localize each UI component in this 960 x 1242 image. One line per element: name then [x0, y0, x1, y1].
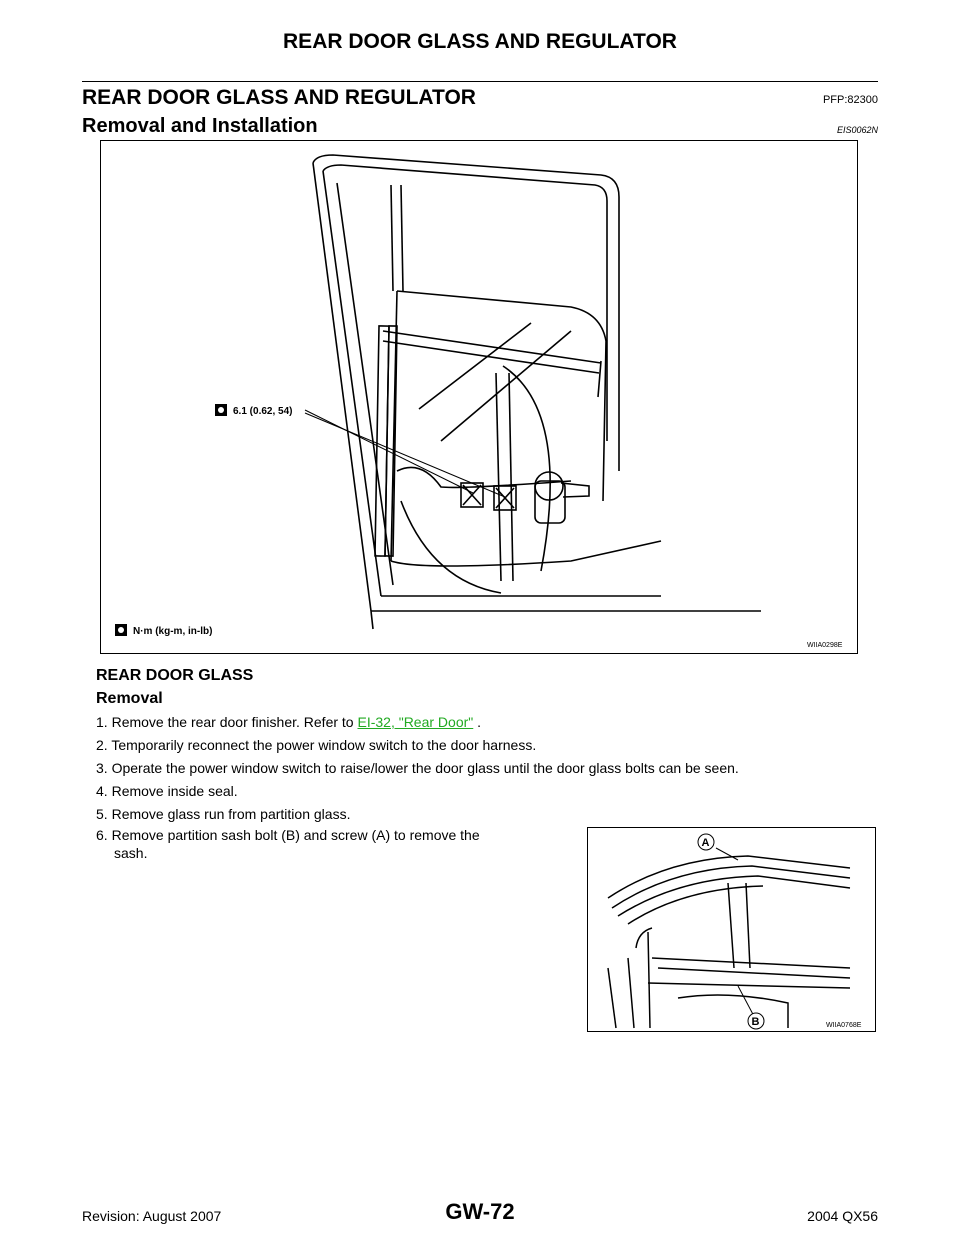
torque-leader-lines [305, 410, 505, 497]
step-2: 2. Temporarily reconnect the power window switch to the door harness. [96, 737, 537, 753]
label-leaders [716, 848, 756, 1020]
rear-door-reference-link[interactable]: EI-32, "Rear Door" [357, 714, 474, 730]
footer-page-number: GW-72 [445, 1199, 515, 1224]
subsection-code: EIS0062N [836, 125, 878, 135]
torque-wrench-icon [215, 404, 227, 416]
running-header: REAR DOOR GLASS AND REGULATOR [283, 30, 677, 53]
partition-sash-figure [587, 827, 876, 1032]
footer-model: 2004 QX56 [807, 1208, 878, 1224]
unit-legend: N·m (kg-m, in-lb) [133, 626, 213, 637]
unit-legend-icon [115, 624, 127, 636]
door-regulator-drawing [101, 141, 856, 652]
callout-b [748, 1013, 764, 1029]
section-title: REAR DOOR GLASS AND REGULATOR [82, 86, 476, 109]
subsection-title: Removal and Installation [82, 115, 318, 137]
door-regulator-figure [100, 140, 858, 654]
removal-heading: Removal [96, 690, 163, 707]
header-rule [82, 81, 878, 82]
step-4: 4. Remove inside seal. [96, 783, 238, 799]
step-6: 6. Remove partition sash bolt (B) and screw (A) to remove the sash. [96, 827, 480, 861]
figure-code-small: WIIA0768E [826, 1022, 862, 1029]
torque-callout: 6.1 (0.62, 54) [233, 406, 293, 417]
callout-a [698, 834, 714, 850]
sash-outline [608, 856, 850, 1028]
door-outline [313, 155, 761, 629]
section-code: PFP:82300 [822, 94, 878, 106]
svg-text:B: B [751, 1016, 760, 1028]
rear-door-glass-heading: REAR DOOR GLASS [96, 667, 254, 684]
step-3: 3. Operate the power window switch to raise/lower the door glass until the door glass bolts can be seen. [96, 760, 739, 776]
svg-text:A: A [701, 837, 710, 849]
partition-sash-drawing [588, 828, 874, 1030]
step-5: 5. Remove glass run from partition glass. [96, 806, 351, 822]
figure-code: WIIA0298E [807, 642, 843, 649]
footer-revision: Revision: August 2007 [82, 1208, 222, 1224]
step-1: 1. Remove the rear door finisher. Refer to EI-32, "Rear Door" . [96, 714, 482, 730]
